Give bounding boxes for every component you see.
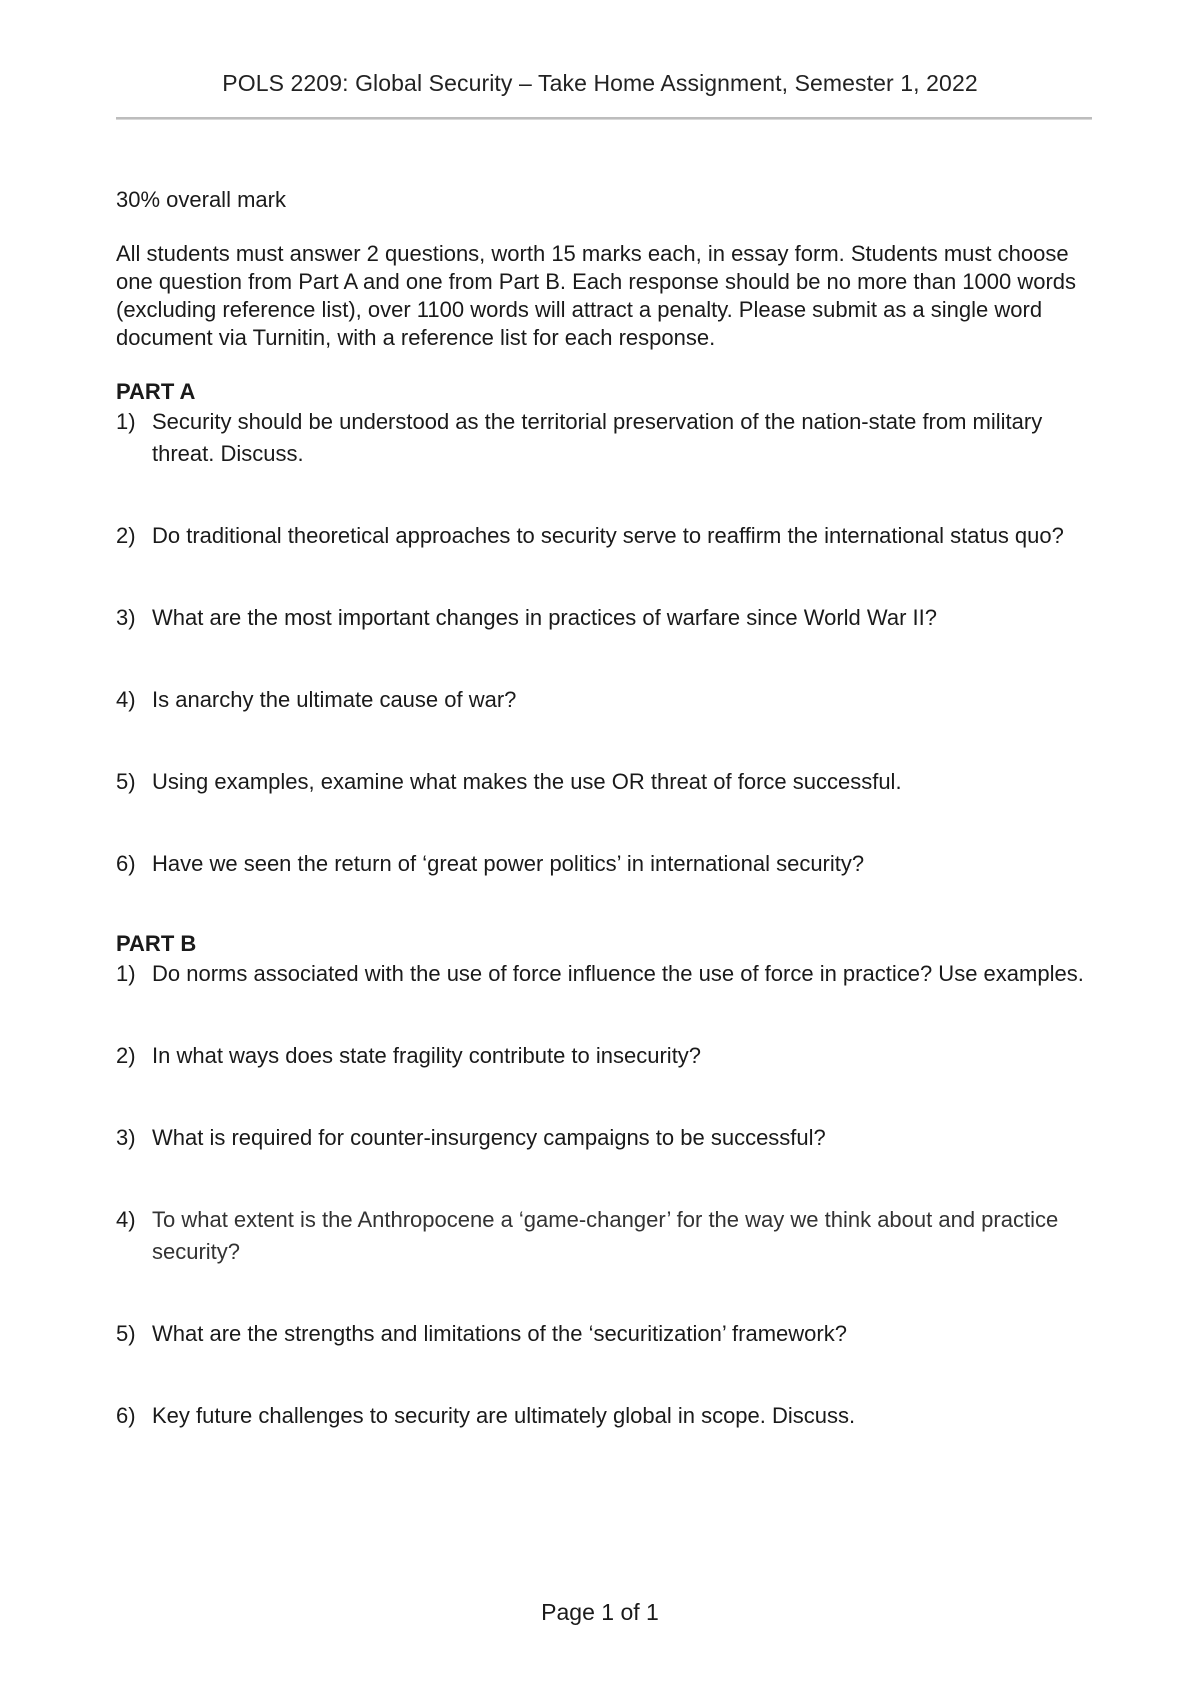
part-b-section bbox=[116, 930, 1096, 1432]
part-a-question-6 bbox=[116, 848, 1096, 880]
question-number: 3) bbox=[116, 605, 136, 630]
question-number: 6) bbox=[116, 1403, 136, 1428]
question-text: What is required for counter-insurgency campaigns to be successful? bbox=[152, 1125, 826, 1150]
header-divider bbox=[116, 117, 1092, 120]
question-text: In what ways does state fragility contribute to insecurity? bbox=[152, 1043, 702, 1068]
part-a-question-2 bbox=[116, 520, 1096, 552]
question-text: Have we seen the return of ‘great power politics’ in international security? bbox=[152, 851, 865, 876]
part-b-question-1 bbox=[116, 958, 1096, 990]
part-b-question-6 bbox=[116, 1400, 1096, 1432]
part-a-question-4 bbox=[116, 684, 1096, 716]
page-number-footer: Page 1 of 1 bbox=[541, 1599, 659, 1625]
part-b-question-4 bbox=[116, 1204, 1096, 1268]
question-text: Key future challenges to security are ultimately global in scope. Discuss. bbox=[152, 1403, 856, 1428]
part-b-question-2 bbox=[116, 1040, 1096, 1072]
question-number: 4) bbox=[116, 1207, 136, 1232]
part-a-heading: PART A bbox=[116, 379, 196, 404]
question-text: Using examples, examine what makes the use OR threat of force successful. bbox=[152, 769, 902, 794]
part-b-question-list bbox=[116, 958, 1096, 1432]
instructions-paragraph: All students must answer 2 questions, worth 15 marks each, in essay form. Students must choose one question from Part A and one from Part B. Each response should be no more than 1000 words (excluding reference list), over 1100 words will attract a penalty. Please submit as a single word document via Turnitin, with a reference list for each response. bbox=[116, 241, 1077, 350]
part-a-question-3 bbox=[116, 602, 1096, 634]
question-text: Is anarchy the ultimate cause of war? bbox=[152, 687, 517, 712]
part-a-question-list bbox=[116, 406, 1096, 880]
part-b-question-5 bbox=[116, 1318, 1096, 1350]
question-number: 5) bbox=[116, 769, 136, 794]
question-text: Do traditional theoretical approaches to security serve to reaffirm the international status quo? bbox=[152, 523, 1064, 548]
question-text: What are the most important changes in practices of warfare since World War II? bbox=[152, 605, 937, 630]
question-text: Do norms associated with the use of force influence the use of force in practice? Use examples. bbox=[152, 961, 1084, 986]
overall-mark-text: 30% overall mark bbox=[116, 187, 286, 212]
question-text: Security should be understood as the territorial preservation of the nation-state from military threat. Discuss. bbox=[152, 409, 1043, 466]
page-header-title: POLS 2209: Global Security – Take Home Assignment, Semester 1, 2022 bbox=[222, 70, 978, 96]
question-number: 5) bbox=[116, 1321, 136, 1346]
part-a-section bbox=[116, 378, 1096, 880]
question-text: To what extent is the Anthropocene a ‘game-changer’ for the way we think about and practice security? bbox=[152, 1207, 1059, 1264]
question-number: 2) bbox=[116, 523, 136, 548]
question-number: 3) bbox=[116, 1125, 136, 1150]
question-number: 1) bbox=[116, 409, 136, 434]
question-number: 6) bbox=[116, 851, 136, 876]
question-number: 2) bbox=[116, 1043, 136, 1068]
part-a-question-5 bbox=[116, 766, 1096, 798]
question-text: What are the strengths and limitations of the ‘securitization’ framework? bbox=[152, 1321, 847, 1346]
document-body bbox=[116, 186, 1096, 1482]
part-b-heading: PART B bbox=[116, 931, 197, 956]
part-a-question-1 bbox=[116, 406, 1096, 470]
question-number: 1) bbox=[116, 961, 136, 986]
question-number: 4) bbox=[116, 687, 136, 712]
part-b-question-3 bbox=[116, 1122, 1096, 1154]
